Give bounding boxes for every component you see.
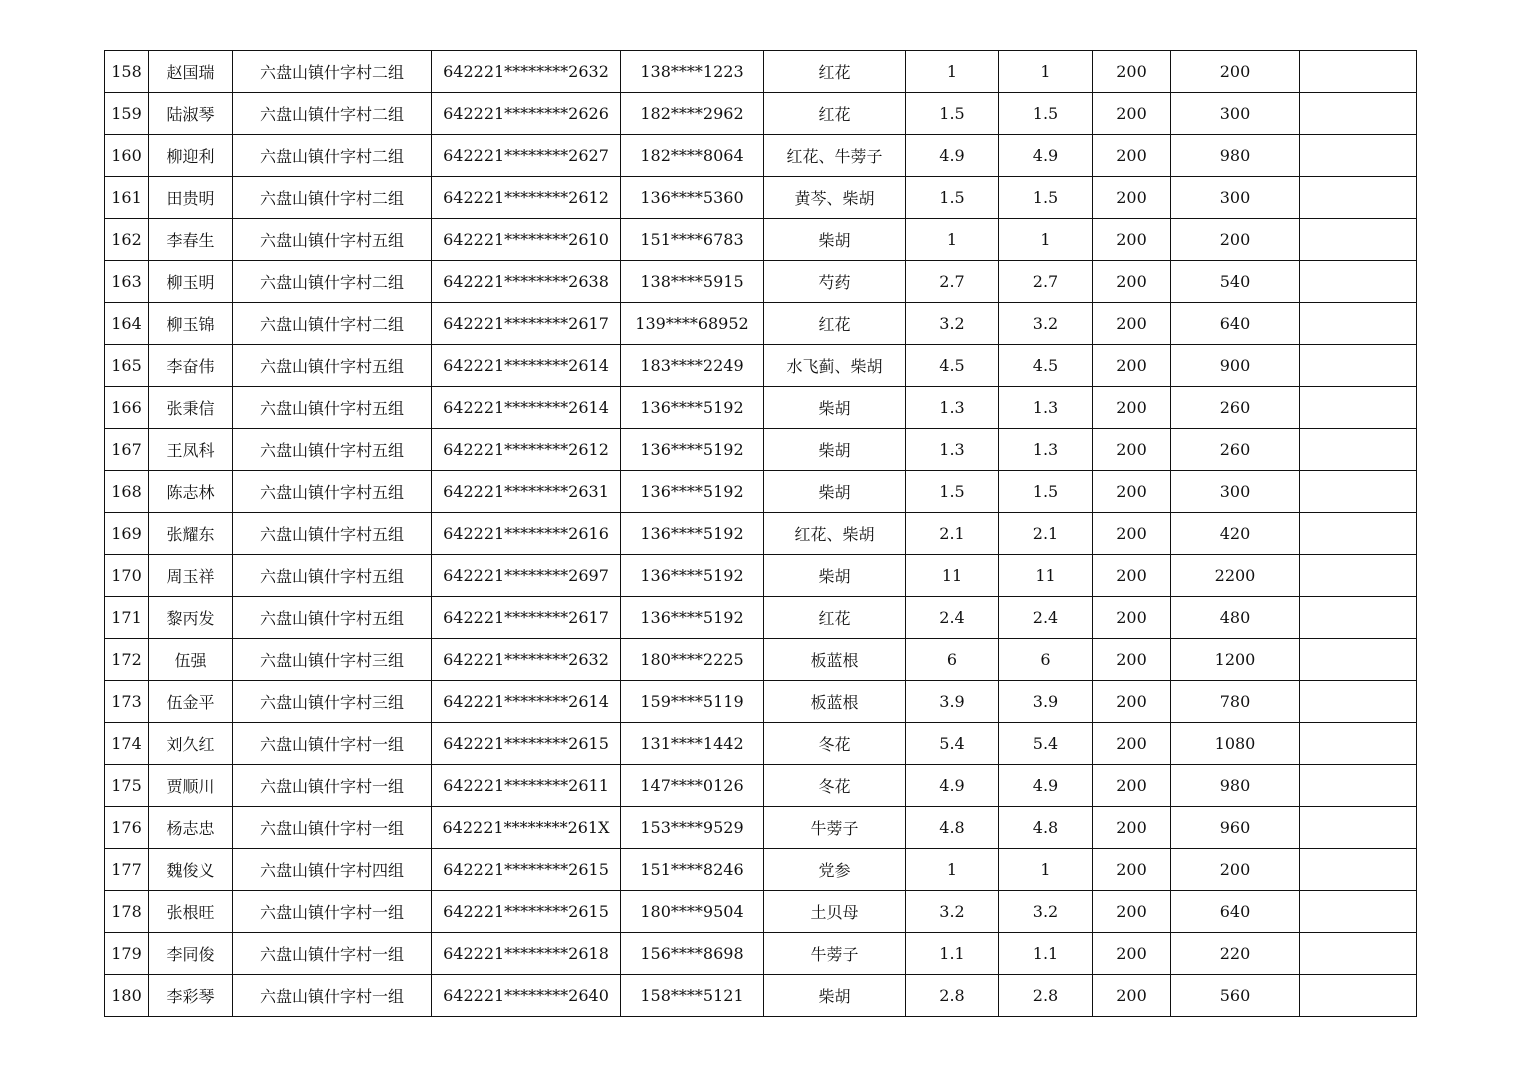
verified-area-cell: 2.4	[999, 597, 1093, 639]
address-cell: 六盘山镇什字村一组	[233, 891, 432, 933]
phone-cell: 158****5121	[621, 975, 764, 1017]
farmer-name-cell: 伍金平	[149, 681, 233, 723]
phone-cell: 182****8064	[621, 135, 764, 177]
row-number-cell: 165	[105, 345, 149, 387]
address-cell: 六盘山镇什字村二组	[233, 93, 432, 135]
planted-area-cell: 2.7	[906, 261, 999, 303]
remark-cell	[1300, 807, 1417, 849]
remark-cell	[1300, 513, 1417, 555]
id-number-cell: 642221********2614	[432, 387, 621, 429]
table-row	[105, 513, 1417, 555]
table-row	[105, 597, 1417, 639]
row-number-cell: 175	[105, 765, 149, 807]
phone-cell: 183****2249	[621, 345, 764, 387]
table-row	[105, 429, 1417, 471]
row-number-cell: 177	[105, 849, 149, 891]
remark-cell	[1300, 387, 1417, 429]
crop-cell: 土贝母	[764, 891, 906, 933]
farmer-name-cell: 黎丙发	[149, 597, 233, 639]
id-number-cell: 642221********2612	[432, 177, 621, 219]
row-number-cell: 171	[105, 597, 149, 639]
planted-area-cell: 4.9	[906, 765, 999, 807]
crop-cell: 柴胡	[764, 387, 906, 429]
table-row	[105, 723, 1417, 765]
crop-cell: 柴胡	[764, 471, 906, 513]
id-number-cell: 642221********2612	[432, 429, 621, 471]
remark-cell	[1300, 723, 1417, 765]
subsidy-amount-cell: 980	[1171, 765, 1300, 807]
subsidy-amount-cell: 200	[1171, 849, 1300, 891]
remark-cell	[1300, 765, 1417, 807]
farmer-name-cell: 张根旺	[149, 891, 233, 933]
verified-area-cell: 3.2	[999, 303, 1093, 345]
verified-area-cell: 2.8	[999, 975, 1093, 1017]
verified-area-cell: 1	[999, 849, 1093, 891]
verified-area-cell: 1.5	[999, 471, 1093, 513]
remark-cell	[1300, 51, 1417, 93]
remark-cell	[1300, 681, 1417, 723]
subsidy-amount-cell: 260	[1171, 429, 1300, 471]
id-number-cell: 642221********2617	[432, 303, 621, 345]
subsidy-rate-cell: 200	[1093, 975, 1171, 1017]
planted-area-cell: 11	[906, 555, 999, 597]
table-row	[105, 177, 1417, 219]
verified-area-cell: 3.9	[999, 681, 1093, 723]
remark-cell	[1300, 555, 1417, 597]
phone-cell: 159****5119	[621, 681, 764, 723]
planted-area-cell: 1.3	[906, 429, 999, 471]
farmer-name-cell: 李同俊	[149, 933, 233, 975]
phone-cell: 131****1442	[621, 723, 764, 765]
table-row	[105, 135, 1417, 177]
farmer-name-cell: 李奋伟	[149, 345, 233, 387]
planted-area-cell: 1.5	[906, 93, 999, 135]
table-row	[105, 261, 1417, 303]
id-number-cell: 642221********2632	[432, 639, 621, 681]
subsidy-rate-cell: 200	[1093, 303, 1171, 345]
planted-area-cell: 1	[906, 219, 999, 261]
table-row	[105, 303, 1417, 345]
address-cell: 六盘山镇什字村一组	[233, 765, 432, 807]
verified-area-cell: 5.4	[999, 723, 1093, 765]
subsidy-rate-cell: 200	[1093, 471, 1171, 513]
phone-cell: 153****9529	[621, 807, 764, 849]
farmer-name-cell: 王凤科	[149, 429, 233, 471]
address-cell: 六盘山镇什字村一组	[233, 723, 432, 765]
phone-cell: 136****5192	[621, 555, 764, 597]
remark-cell	[1300, 93, 1417, 135]
subsidy-amount-cell: 300	[1171, 177, 1300, 219]
table-row	[105, 51, 1417, 93]
subsidy-amount-cell: 300	[1171, 471, 1300, 513]
crop-cell: 板蓝根	[764, 639, 906, 681]
crop-cell: 水飞蓟、柴胡	[764, 345, 906, 387]
subsidy-rate-cell: 200	[1093, 51, 1171, 93]
id-number-cell: 642221********2616	[432, 513, 621, 555]
subsidy-amount-cell: 2200	[1171, 555, 1300, 597]
address-cell: 六盘山镇什字村五组	[233, 429, 432, 471]
address-cell: 六盘山镇什字村二组	[233, 51, 432, 93]
subsidy-rate-cell: 200	[1093, 765, 1171, 807]
subsidy-amount-cell: 900	[1171, 345, 1300, 387]
planted-area-cell: 1.3	[906, 387, 999, 429]
phone-cell: 138****1223	[621, 51, 764, 93]
table-row	[105, 933, 1417, 975]
address-cell: 六盘山镇什字村二组	[233, 261, 432, 303]
table-row	[105, 219, 1417, 261]
row-number-cell: 176	[105, 807, 149, 849]
phone-cell: 136****5192	[621, 429, 764, 471]
id-number-cell: 642221********2615	[432, 723, 621, 765]
planted-area-cell: 3.9	[906, 681, 999, 723]
table-row	[105, 639, 1417, 681]
id-number-cell: 642221********2697	[432, 555, 621, 597]
row-number-cell: 172	[105, 639, 149, 681]
crop-cell: 党参	[764, 849, 906, 891]
planted-area-cell: 1	[906, 51, 999, 93]
remark-cell	[1300, 849, 1417, 891]
remark-cell	[1300, 135, 1417, 177]
crop-cell: 红花、柴胡	[764, 513, 906, 555]
planted-area-cell: 1	[906, 849, 999, 891]
farmer-name-cell: 柳迎利	[149, 135, 233, 177]
remark-cell	[1300, 639, 1417, 681]
planted-area-cell: 4.8	[906, 807, 999, 849]
table-row	[105, 849, 1417, 891]
subsidy-roster-table	[104, 50, 1417, 1017]
planted-area-cell: 1.1	[906, 933, 999, 975]
phone-cell: 136****5192	[621, 597, 764, 639]
planted-area-cell: 6	[906, 639, 999, 681]
subsidy-amount-cell: 220	[1171, 933, 1300, 975]
farmer-name-cell: 贾顺川	[149, 765, 233, 807]
verified-area-cell: 2.1	[999, 513, 1093, 555]
subsidy-amount-cell: 540	[1171, 261, 1300, 303]
subsidy-amount-cell: 300	[1171, 93, 1300, 135]
verified-area-cell: 2.7	[999, 261, 1093, 303]
subsidy-rate-cell: 200	[1093, 135, 1171, 177]
row-number-cell: 167	[105, 429, 149, 471]
subsidy-rate-cell: 200	[1093, 849, 1171, 891]
address-cell: 六盘山镇什字村二组	[233, 177, 432, 219]
row-number-cell: 159	[105, 93, 149, 135]
verified-area-cell: 4.8	[999, 807, 1093, 849]
planted-area-cell: 1.5	[906, 471, 999, 513]
verified-area-cell: 1.3	[999, 387, 1093, 429]
remark-cell	[1300, 933, 1417, 975]
id-number-cell: 642221********2618	[432, 933, 621, 975]
subsidy-rate-cell: 200	[1093, 807, 1171, 849]
row-number-cell: 178	[105, 891, 149, 933]
table-row	[105, 93, 1417, 135]
farmer-name-cell: 赵国瑞	[149, 51, 233, 93]
remark-cell	[1300, 975, 1417, 1017]
phone-cell: 136****5360	[621, 177, 764, 219]
id-number-cell: 642221********2638	[432, 261, 621, 303]
farmer-name-cell: 柳玉锦	[149, 303, 233, 345]
address-cell: 六盘山镇什字村四组	[233, 849, 432, 891]
row-number-cell: 170	[105, 555, 149, 597]
remark-cell	[1300, 177, 1417, 219]
phone-cell: 138****5915	[621, 261, 764, 303]
id-number-cell: 642221********2611	[432, 765, 621, 807]
crop-cell: 红花	[764, 303, 906, 345]
crop-cell: 柴胡	[764, 429, 906, 471]
subsidy-amount-cell: 780	[1171, 681, 1300, 723]
planted-area-cell: 3.2	[906, 303, 999, 345]
farmer-name-cell: 刘久红	[149, 723, 233, 765]
address-cell: 六盘山镇什字村五组	[233, 597, 432, 639]
verified-area-cell: 3.2	[999, 891, 1093, 933]
address-cell: 六盘山镇什字村二组	[233, 303, 432, 345]
verified-area-cell: 4.9	[999, 135, 1093, 177]
address-cell: 六盘山镇什字村五组	[233, 387, 432, 429]
crop-cell: 冬花	[764, 723, 906, 765]
phone-cell: 136****5192	[621, 471, 764, 513]
phone-cell: 180****9504	[621, 891, 764, 933]
phone-cell: 136****5192	[621, 387, 764, 429]
subsidy-amount-cell: 640	[1171, 303, 1300, 345]
planted-area-cell: 1.5	[906, 177, 999, 219]
address-cell: 六盘山镇什字村三组	[233, 639, 432, 681]
planted-area-cell: 2.8	[906, 975, 999, 1017]
subsidy-rate-cell: 200	[1093, 219, 1171, 261]
row-number-cell: 160	[105, 135, 149, 177]
table-row	[105, 471, 1417, 513]
planted-area-cell: 4.5	[906, 345, 999, 387]
subsidy-rate-cell: 200	[1093, 513, 1171, 555]
subsidy-rate-cell: 200	[1093, 93, 1171, 135]
verified-area-cell: 11	[999, 555, 1093, 597]
farmer-name-cell: 李春生	[149, 219, 233, 261]
crop-cell: 牛蒡子	[764, 807, 906, 849]
table-row	[105, 765, 1417, 807]
verified-area-cell: 1.1	[999, 933, 1093, 975]
row-number-cell: 180	[105, 975, 149, 1017]
subsidy-rate-cell: 200	[1093, 639, 1171, 681]
farmer-name-cell: 陆淑琴	[149, 93, 233, 135]
table-row	[105, 345, 1417, 387]
id-number-cell: 642221********2640	[432, 975, 621, 1017]
farmer-name-cell: 杨志忠	[149, 807, 233, 849]
verified-area-cell: 1.5	[999, 177, 1093, 219]
verified-area-cell: 1	[999, 51, 1093, 93]
subsidy-amount-cell: 960	[1171, 807, 1300, 849]
remark-cell	[1300, 429, 1417, 471]
planted-area-cell: 2.1	[906, 513, 999, 555]
verified-area-cell: 4.9	[999, 765, 1093, 807]
subsidy-amount-cell: 480	[1171, 597, 1300, 639]
verified-area-cell: 4.5	[999, 345, 1093, 387]
subsidy-amount-cell: 560	[1171, 975, 1300, 1017]
row-number-cell: 168	[105, 471, 149, 513]
subsidy-rate-cell: 200	[1093, 387, 1171, 429]
subsidy-amount-cell: 1200	[1171, 639, 1300, 681]
subsidy-amount-cell: 980	[1171, 135, 1300, 177]
phone-cell: 151****8246	[621, 849, 764, 891]
id-number-cell: 642221********2615	[432, 849, 621, 891]
subsidy-rate-cell: 200	[1093, 345, 1171, 387]
row-number-cell: 166	[105, 387, 149, 429]
row-number-cell: 158	[105, 51, 149, 93]
farmer-name-cell: 陈志林	[149, 471, 233, 513]
phone-cell: 180****2225	[621, 639, 764, 681]
address-cell: 六盘山镇什字村五组	[233, 555, 432, 597]
farmer-name-cell: 李彩琴	[149, 975, 233, 1017]
farmer-name-cell: 张秉信	[149, 387, 233, 429]
subsidy-rate-cell: 200	[1093, 261, 1171, 303]
phone-cell: 151****6783	[621, 219, 764, 261]
id-number-cell: 642221********2626	[432, 93, 621, 135]
farmer-name-cell: 张耀东	[149, 513, 233, 555]
phone-cell: 136****5192	[621, 513, 764, 555]
address-cell: 六盘山镇什字村一组	[233, 975, 432, 1017]
id-number-cell: 642221********2632	[432, 51, 621, 93]
table-row	[105, 387, 1417, 429]
row-number-cell: 179	[105, 933, 149, 975]
phone-cell: 139****68952	[621, 303, 764, 345]
id-number-cell: 642221********2615	[432, 891, 621, 933]
table-row	[105, 975, 1417, 1017]
address-cell: 六盘山镇什字村二组	[233, 135, 432, 177]
id-number-cell: 642221********2614	[432, 345, 621, 387]
crop-cell: 红花	[764, 51, 906, 93]
row-number-cell: 162	[105, 219, 149, 261]
address-cell: 六盘山镇什字村三组	[233, 681, 432, 723]
crop-cell: 冬花	[764, 765, 906, 807]
address-cell: 六盘山镇什字村五组	[233, 471, 432, 513]
subsidy-rate-cell: 200	[1093, 597, 1171, 639]
crop-cell: 柴胡	[764, 555, 906, 597]
farmer-name-cell: 伍强	[149, 639, 233, 681]
crop-cell: 牛蒡子	[764, 933, 906, 975]
crop-cell: 红花	[764, 597, 906, 639]
address-cell: 六盘山镇什字村五组	[233, 345, 432, 387]
subsidy-amount-cell: 260	[1171, 387, 1300, 429]
planted-area-cell: 2.4	[906, 597, 999, 639]
subsidy-rate-cell: 200	[1093, 681, 1171, 723]
id-number-cell: 642221********2617	[432, 597, 621, 639]
row-number-cell: 164	[105, 303, 149, 345]
remark-cell	[1300, 261, 1417, 303]
crop-cell: 黄芩、柴胡	[764, 177, 906, 219]
subsidy-rate-cell: 200	[1093, 177, 1171, 219]
subsidy-amount-cell: 200	[1171, 51, 1300, 93]
planted-area-cell: 3.2	[906, 891, 999, 933]
id-number-cell: 642221********2627	[432, 135, 621, 177]
table-row	[105, 807, 1417, 849]
farmer-name-cell: 田贵明	[149, 177, 233, 219]
subsidy-amount-cell: 200	[1171, 219, 1300, 261]
remark-cell	[1300, 345, 1417, 387]
subsidy-rate-cell: 200	[1093, 555, 1171, 597]
address-cell: 六盘山镇什字村五组	[233, 513, 432, 555]
table-row	[105, 555, 1417, 597]
planted-area-cell: 4.9	[906, 135, 999, 177]
table-row	[105, 681, 1417, 723]
address-cell: 六盘山镇什字村一组	[233, 933, 432, 975]
verified-area-cell: 1	[999, 219, 1093, 261]
address-cell: 六盘山镇什字村五组	[233, 219, 432, 261]
crop-cell: 红花、牛蒡子	[764, 135, 906, 177]
crop-cell: 柴胡	[764, 219, 906, 261]
subsidy-rate-cell: 200	[1093, 723, 1171, 765]
phone-cell: 147****0126	[621, 765, 764, 807]
phone-cell: 182****2962	[621, 93, 764, 135]
subsidy-amount-cell: 420	[1171, 513, 1300, 555]
id-number-cell: 642221********2610	[432, 219, 621, 261]
crop-cell: 柴胡	[764, 975, 906, 1017]
subsidy-amount-cell: 1080	[1171, 723, 1300, 765]
verified-area-cell: 1.5	[999, 93, 1093, 135]
row-number-cell: 173	[105, 681, 149, 723]
table-body	[105, 51, 1417, 1017]
verified-area-cell: 1.3	[999, 429, 1093, 471]
table-row	[105, 891, 1417, 933]
row-number-cell: 169	[105, 513, 149, 555]
subsidy-amount-cell: 640	[1171, 891, 1300, 933]
address-cell: 六盘山镇什字村一组	[233, 807, 432, 849]
subsidy-rate-cell: 200	[1093, 429, 1171, 471]
crop-cell: 板蓝根	[764, 681, 906, 723]
subsidy-rate-cell: 200	[1093, 891, 1171, 933]
remark-cell	[1300, 471, 1417, 513]
phone-cell: 156****8698	[621, 933, 764, 975]
subsidy-rate-cell: 200	[1093, 933, 1171, 975]
row-number-cell: 161	[105, 177, 149, 219]
crop-cell: 芍药	[764, 261, 906, 303]
farmer-name-cell: 魏俊义	[149, 849, 233, 891]
row-number-cell: 163	[105, 261, 149, 303]
farmer-name-cell: 柳玉明	[149, 261, 233, 303]
remark-cell	[1300, 303, 1417, 345]
remark-cell	[1300, 891, 1417, 933]
verified-area-cell: 6	[999, 639, 1093, 681]
farmer-name-cell: 周玉祥	[149, 555, 233, 597]
row-number-cell: 174	[105, 723, 149, 765]
id-number-cell: 642221********2631	[432, 471, 621, 513]
planted-area-cell: 5.4	[906, 723, 999, 765]
id-number-cell: 642221********261X	[432, 807, 621, 849]
remark-cell	[1300, 219, 1417, 261]
crop-cell: 红花	[764, 93, 906, 135]
id-number-cell: 642221********2614	[432, 681, 621, 723]
remark-cell	[1300, 597, 1417, 639]
